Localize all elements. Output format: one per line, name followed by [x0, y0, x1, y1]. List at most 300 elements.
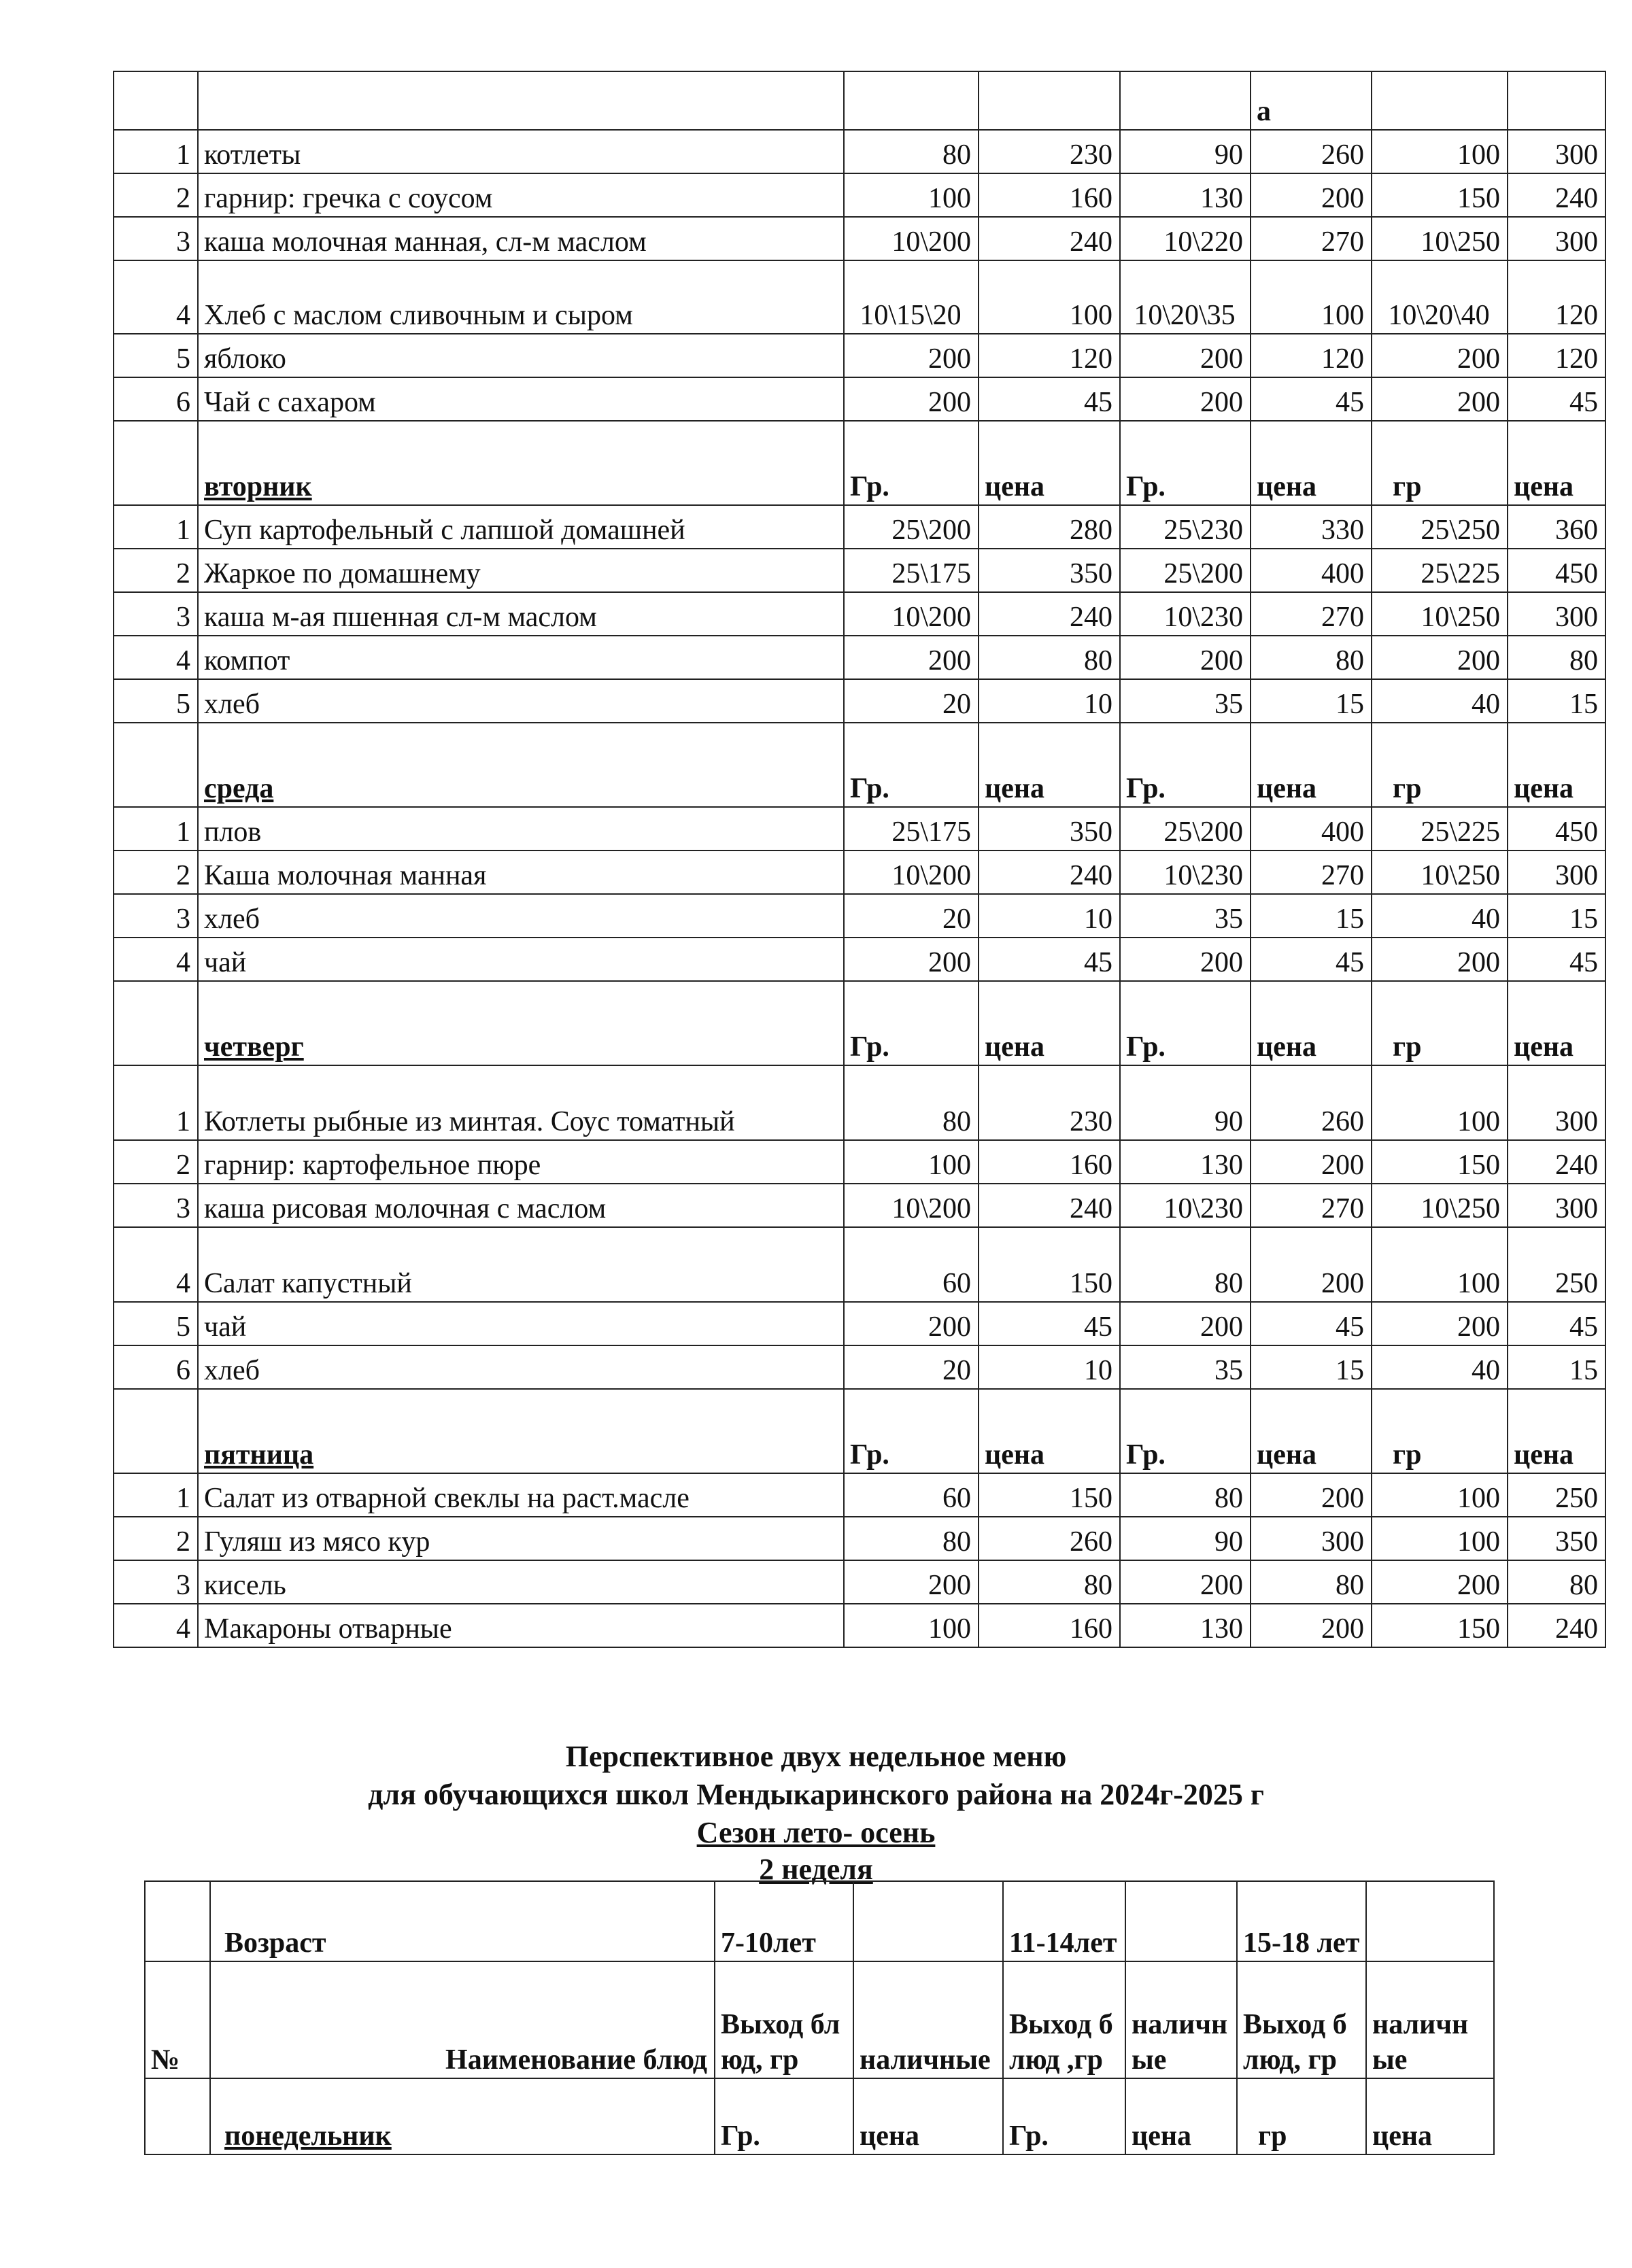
value-cell: 330 [1251, 505, 1372, 549]
table-row [114, 1065, 1605, 1140]
table-row [114, 377, 1605, 421]
value-cell: 200 [1372, 1560, 1508, 1604]
value-cell: 200 [844, 334, 979, 377]
age-empty-3 [1366, 1881, 1494, 1961]
day-head: цена [979, 1389, 1120, 1473]
day-head: Гр. [1120, 723, 1251, 807]
row-number: 2 [114, 173, 198, 217]
value-cell: 10\220 [1120, 217, 1251, 260]
row-number: 1 [114, 505, 198, 549]
dish-name: гарнир: картофельное пюре [198, 1140, 844, 1184]
dish-name: хлеб [198, 679, 844, 723]
value-cell: 400 [1251, 807, 1372, 850]
dish-name: каша рисовая молочная с маслом [198, 1184, 844, 1227]
day-head: цена [1251, 981, 1372, 1065]
value-cell: 300 [1508, 217, 1605, 260]
value-cell: 200 [1251, 1473, 1372, 1517]
value-cell: 10\15\20 [844, 260, 979, 334]
header-cell [198, 71, 844, 130]
header-cell [844, 71, 979, 130]
day-head: цена [1508, 421, 1605, 505]
dish-name: Макароны отварные [198, 1604, 844, 1647]
continuation-header-row [114, 71, 1605, 130]
value-cell: 100 [1251, 260, 1372, 334]
value-cell: 40 [1372, 894, 1508, 938]
cell-empty [145, 1881, 210, 1961]
value-cell: 80 [979, 636, 1120, 679]
value-cell: 240 [1508, 1140, 1605, 1184]
value-cell: 120 [1508, 260, 1605, 334]
value-cell: 35 [1120, 679, 1251, 723]
day-head: цена [1508, 723, 1605, 807]
value-cell: 10\20\35 [1120, 260, 1251, 334]
value-cell: 20 [844, 894, 979, 938]
value-cell: 200 [1251, 173, 1372, 217]
value-cell: 240 [1508, 1604, 1605, 1647]
day-head: Гр. [1120, 981, 1251, 1065]
value-cell: 200 [1120, 1302, 1251, 1345]
day-head: Гр. [1003, 2078, 1125, 2154]
value-cell: 160 [979, 1604, 1120, 1647]
age-11-14: 11-14лет [1003, 1881, 1125, 1961]
row-number: 4 [114, 1227, 198, 1302]
dish-name: плов [198, 807, 844, 850]
value-cell: 80 [844, 1517, 979, 1560]
value-cell: 200 [1372, 377, 1508, 421]
value-cell: 260 [979, 1517, 1120, 1560]
value-cell: 200 [1372, 1302, 1508, 1345]
table-row [114, 173, 1605, 217]
value-cell: 10\200 [844, 1184, 979, 1227]
row-number: 3 [114, 592, 198, 636]
dish-name: яблоко [198, 334, 844, 377]
value-cell: 200 [1251, 1140, 1372, 1184]
value-cell: 10 [979, 894, 1120, 938]
row-number: 4 [114, 938, 198, 981]
cell-empty [114, 981, 198, 1065]
age-empty-2 [1125, 1881, 1237, 1961]
value-cell: 10\250 [1372, 850, 1508, 894]
season-text: Сезон лето- осень [696, 1816, 936, 1849]
value-cell: 120 [1508, 334, 1605, 377]
value-cell: 270 [1251, 217, 1372, 260]
dish-name: Салат капустный [198, 1227, 844, 1302]
col-cash-1: наличные [853, 1961, 1003, 2078]
row-number: 2 [114, 850, 198, 894]
table-row [114, 1473, 1605, 1517]
value-cell: 280 [979, 505, 1120, 549]
value-cell: 25\175 [844, 807, 979, 850]
value-cell: 10\250 [1372, 1184, 1508, 1227]
value-cell: 45 [979, 377, 1120, 421]
day-head: гр [1372, 981, 1508, 1065]
table-row [114, 217, 1605, 260]
col-cash-2: наличные [1125, 1961, 1237, 2078]
value-cell: 15 [1508, 679, 1605, 723]
value-cell: 35 [1120, 1345, 1251, 1389]
value-cell: 300 [1508, 592, 1605, 636]
value-cell: 350 [979, 807, 1120, 850]
cell-empty [114, 421, 198, 505]
day-header-row [114, 981, 1605, 1065]
day-head: цена [1251, 723, 1372, 807]
value-cell: 80 [1251, 1560, 1372, 1604]
value-cell: 10\250 [1372, 592, 1508, 636]
value-cell: 45 [1251, 377, 1372, 421]
value-cell: 10\200 [844, 217, 979, 260]
value-cell: 260 [1251, 130, 1372, 173]
col-yield-2: Выход блюд ,гр [1003, 1961, 1125, 2078]
table-row [114, 130, 1605, 173]
value-cell: 100 [979, 260, 1120, 334]
day-name: четверг [198, 981, 844, 1065]
value-cell: 250 [1508, 1473, 1605, 1517]
day-header-row [114, 723, 1605, 807]
dish-name: хлеб [198, 894, 844, 938]
row-number: 5 [114, 1302, 198, 1345]
row-number: 2 [114, 549, 198, 592]
value-cell: 270 [1251, 592, 1372, 636]
day-name: среда [198, 723, 844, 807]
table-row [114, 679, 1605, 723]
value-cell: 200 [1372, 334, 1508, 377]
value-cell: 200 [1372, 938, 1508, 981]
value-cell: 80 [1251, 636, 1372, 679]
dish-name: Чай с сахаром [198, 377, 844, 421]
dish-name: Котлеты рыбные из минтая. Соус томатный [198, 1065, 844, 1140]
row-number: 3 [114, 1560, 198, 1604]
value-cell: 100 [844, 173, 979, 217]
header-cell [1372, 71, 1508, 130]
table-row [114, 1227, 1605, 1302]
row-number: 5 [114, 334, 198, 377]
value-cell: 80 [844, 130, 979, 173]
day-head: гр [1372, 1389, 1508, 1473]
day-head: Гр. [1120, 1389, 1251, 1473]
value-cell: 15 [1508, 894, 1605, 938]
value-cell: 200 [844, 636, 979, 679]
value-cell: 270 [1251, 1184, 1372, 1227]
dish-name: Жаркое по домашнему [198, 549, 844, 592]
value-cell: 200 [1120, 636, 1251, 679]
day-head: цена [1508, 981, 1605, 1065]
day-head: Гр. [844, 421, 979, 505]
value-cell: 35 [1120, 894, 1251, 938]
day-head: цена [1251, 1389, 1372, 1473]
value-cell: 160 [979, 1140, 1120, 1184]
value-cell: 250 [1508, 1227, 1605, 1302]
day-head: гр [1237, 2078, 1366, 2154]
value-cell: 200 [844, 938, 979, 981]
dish-name: кисель [198, 1560, 844, 1604]
table-row [114, 1345, 1605, 1389]
value-cell: 25\200 [844, 505, 979, 549]
row-number: 4 [114, 636, 198, 679]
day-head: цена [979, 981, 1120, 1065]
value-cell: 25\175 [844, 549, 979, 592]
value-cell: 25\200 [1120, 807, 1251, 850]
menu-table-week2 [144, 1880, 1495, 2155]
value-cell: 60 [844, 1227, 979, 1302]
value-cell: 100 [844, 1140, 979, 1184]
value-cell: 200 [1120, 938, 1251, 981]
value-cell: 25\230 [1120, 505, 1251, 549]
value-cell: 200 [1120, 334, 1251, 377]
value-cell: 100 [1372, 1517, 1508, 1560]
row-number: 1 [114, 807, 198, 850]
week-text: 2 неделя [759, 1853, 873, 1886]
cell-empty [114, 1389, 198, 1473]
day-head: Гр. [715, 2078, 853, 2154]
value-cell: 100 [1372, 130, 1508, 173]
value-cell: 360 [1508, 505, 1605, 549]
value-cell: 240 [979, 1184, 1120, 1227]
row-number: 1 [114, 130, 198, 173]
value-cell: 45 [1508, 938, 1605, 981]
value-cell: 260 [1251, 1065, 1372, 1140]
dish-name: Хлеб с маслом сливочным и сыром [198, 260, 844, 334]
day-head: гр [1372, 723, 1508, 807]
day-head: цена [1366, 2078, 1494, 2154]
row-number: 4 [114, 260, 198, 334]
value-cell: 120 [979, 334, 1120, 377]
table-row [114, 505, 1605, 549]
day-head: Гр. [844, 1389, 979, 1473]
value-cell: 25\225 [1372, 549, 1508, 592]
value-cell: 45 [1251, 1302, 1372, 1345]
value-cell: 150 [979, 1227, 1120, 1302]
row-number: 1 [114, 1065, 198, 1140]
row-number: 6 [114, 377, 198, 421]
value-cell: 300 [1508, 850, 1605, 894]
header-cell [114, 71, 198, 130]
header-cell [1508, 71, 1605, 130]
value-cell: 200 [844, 1302, 979, 1345]
table-row [114, 636, 1605, 679]
value-cell: 45 [1508, 377, 1605, 421]
row-number: 3 [114, 894, 198, 938]
value-cell: 45 [1251, 938, 1372, 981]
value-cell: 300 [1508, 1065, 1605, 1140]
value-cell: 45 [979, 938, 1120, 981]
value-cell: 200 [1251, 1227, 1372, 1302]
table-row [114, 1140, 1605, 1184]
dish-name: компот [198, 636, 844, 679]
dish-name: чай [198, 938, 844, 981]
value-cell: 10\230 [1120, 850, 1251, 894]
table-row [114, 592, 1605, 636]
header-cell [979, 71, 1120, 130]
value-cell: 45 [1508, 1302, 1605, 1345]
value-cell: 450 [1508, 807, 1605, 850]
value-cell: 100 [844, 1604, 979, 1647]
value-cell: 130 [1120, 1604, 1251, 1647]
value-cell: 15 [1251, 894, 1372, 938]
value-cell: 450 [1508, 549, 1605, 592]
menu-table-week1 [113, 71, 1606, 1648]
value-cell: 20 [844, 679, 979, 723]
menu-title: Перспективное двух недельное меню [565, 1740, 1067, 1773]
value-cell: 350 [1508, 1517, 1605, 1560]
value-cell: 10\20\40 [1372, 260, 1508, 334]
menu-subtitle: для обучающихся школ Мендыкаринского района на 2024г-2025 г [368, 1778, 1264, 1811]
row-number: 3 [114, 1184, 198, 1227]
value-cell: 230 [979, 130, 1120, 173]
age-empty-1 [853, 1881, 1003, 1961]
dish-name: гарнир: гречка с соусом [198, 173, 844, 217]
value-cell: 230 [979, 1065, 1120, 1140]
value-cell: 240 [1508, 173, 1605, 217]
value-cell: 300 [1508, 1184, 1605, 1227]
value-cell: 150 [1372, 1604, 1508, 1647]
table-row [114, 850, 1605, 894]
day-head: Гр. [844, 723, 979, 807]
value-cell: 200 [844, 1560, 979, 1604]
value-cell: 15 [1251, 1345, 1372, 1389]
value-cell: 80 [1508, 636, 1605, 679]
value-cell: 350 [979, 549, 1120, 592]
value-cell: 100 [1372, 1473, 1508, 1517]
value-cell: 40 [1372, 679, 1508, 723]
value-cell: 130 [1120, 1140, 1251, 1184]
value-cell: 15 [1251, 679, 1372, 723]
value-cell: 200 [1120, 1560, 1251, 1604]
table-row [114, 1517, 1605, 1560]
table-row [114, 1302, 1605, 1345]
value-cell: 80 [979, 1560, 1120, 1604]
value-cell: 80 [1120, 1473, 1251, 1517]
value-cell: 150 [979, 1473, 1120, 1517]
table-row [114, 1560, 1605, 1604]
day-head: цена [1508, 1389, 1605, 1473]
day-name: вторник [198, 421, 844, 505]
dish-name: котлеты [198, 130, 844, 173]
row-number: 2 [114, 1517, 198, 1560]
day-header-row [114, 421, 1605, 505]
table-row [114, 1604, 1605, 1647]
value-cell: 10\200 [844, 592, 979, 636]
dish-name: Гуляш из мясо кур [198, 1517, 844, 1560]
table-row [114, 894, 1605, 938]
value-cell: 80 [1508, 1560, 1605, 1604]
day-head: Гр. [844, 981, 979, 1065]
value-cell: 25\225 [1372, 807, 1508, 850]
dish-name: хлеб [198, 1345, 844, 1389]
value-cell: 130 [1120, 173, 1251, 217]
value-cell: 20 [844, 1345, 979, 1389]
value-cell: 120 [1251, 334, 1372, 377]
value-cell: 100 [1372, 1227, 1508, 1302]
day-head: Гр. [1120, 421, 1251, 505]
cell-empty [145, 2078, 210, 2154]
value-cell: 10 [979, 679, 1120, 723]
dish-name: чай [198, 1302, 844, 1345]
age-label: Возраст [210, 1881, 715, 1961]
row-number: 4 [114, 1604, 198, 1647]
cell-empty [114, 723, 198, 807]
value-cell: 60 [844, 1473, 979, 1517]
value-cell: 25\200 [1120, 549, 1251, 592]
value-cell: 300 [1508, 130, 1605, 173]
value-cell: 240 [979, 592, 1120, 636]
value-cell: 10\200 [844, 850, 979, 894]
table-row [114, 938, 1605, 981]
row-number: 3 [114, 217, 198, 260]
row-number: 5 [114, 679, 198, 723]
value-cell: 400 [1251, 549, 1372, 592]
dish-name: Каша молочная манная [198, 850, 844, 894]
day-head: цена [1125, 2078, 1237, 2154]
value-cell: 10 [979, 1345, 1120, 1389]
table-row [114, 549, 1605, 592]
season-label [0, 1814, 1632, 1852]
value-cell: 10\230 [1120, 1184, 1251, 1227]
value-cell: 150 [1372, 173, 1508, 217]
value-cell: 10\250 [1372, 217, 1508, 260]
dish-name: каша молочная манная, сл-м маслом [198, 217, 844, 260]
col-cash-3: наличные [1366, 1961, 1494, 2078]
value-cell: 150 [1372, 1140, 1508, 1184]
header-cell [1120, 71, 1251, 130]
day-name: понедельник [210, 2078, 715, 2154]
day-name: пятница [198, 1389, 844, 1473]
table-row [114, 807, 1605, 850]
column-header-row [145, 1961, 1494, 2078]
day-head: цена [853, 2078, 1003, 2154]
value-cell: 200 [844, 377, 979, 421]
age-row [145, 1881, 1494, 1961]
value-cell: 300 [1251, 1517, 1372, 1560]
dish-name: Суп картофельный с лапшой домашней [198, 505, 844, 549]
table-row [114, 1184, 1605, 1227]
row-number: 6 [114, 1345, 198, 1389]
age-7-10: 7-10лет [715, 1881, 853, 1961]
age-15-18: 15-18 лет [1237, 1881, 1366, 1961]
value-cell: 80 [1120, 1227, 1251, 1302]
row-number: 1 [114, 1473, 198, 1517]
header-cell: а [1251, 71, 1372, 130]
value-cell: 200 [1372, 636, 1508, 679]
day-header-monday [145, 2078, 1494, 2154]
value-cell: 45 [979, 1302, 1120, 1345]
value-cell: 90 [1120, 1065, 1251, 1140]
col-yield-1: Выход блюд, гр [715, 1961, 853, 2078]
day-head: гр [1372, 421, 1508, 505]
day-head: цена [979, 421, 1120, 505]
value-cell: 15 [1508, 1345, 1605, 1389]
value-cell: 90 [1120, 1517, 1251, 1560]
row-number: 2 [114, 1140, 198, 1184]
value-cell: 90 [1120, 130, 1251, 173]
col-dish-name: Наименование блюд [210, 1961, 715, 2078]
dish-name: каша м-ая пшенная сл-м маслом [198, 592, 844, 636]
dish-name: Салат из отварной свеклы на раст.масле [198, 1473, 844, 1517]
value-cell: 40 [1372, 1345, 1508, 1389]
value-cell: 270 [1251, 850, 1372, 894]
value-cell: 25\250 [1372, 505, 1508, 549]
value-cell: 200 [1251, 1604, 1372, 1647]
value-cell: 100 [1372, 1065, 1508, 1140]
table-row [114, 260, 1605, 334]
value-cell: 10\230 [1120, 592, 1251, 636]
value-cell: 240 [979, 850, 1120, 894]
col-number: № [145, 1961, 210, 2078]
day-head: цена [979, 723, 1120, 807]
value-cell: 200 [1120, 377, 1251, 421]
value-cell: 240 [979, 217, 1120, 260]
day-head: цена [1251, 421, 1372, 505]
value-cell: 80 [844, 1065, 979, 1140]
